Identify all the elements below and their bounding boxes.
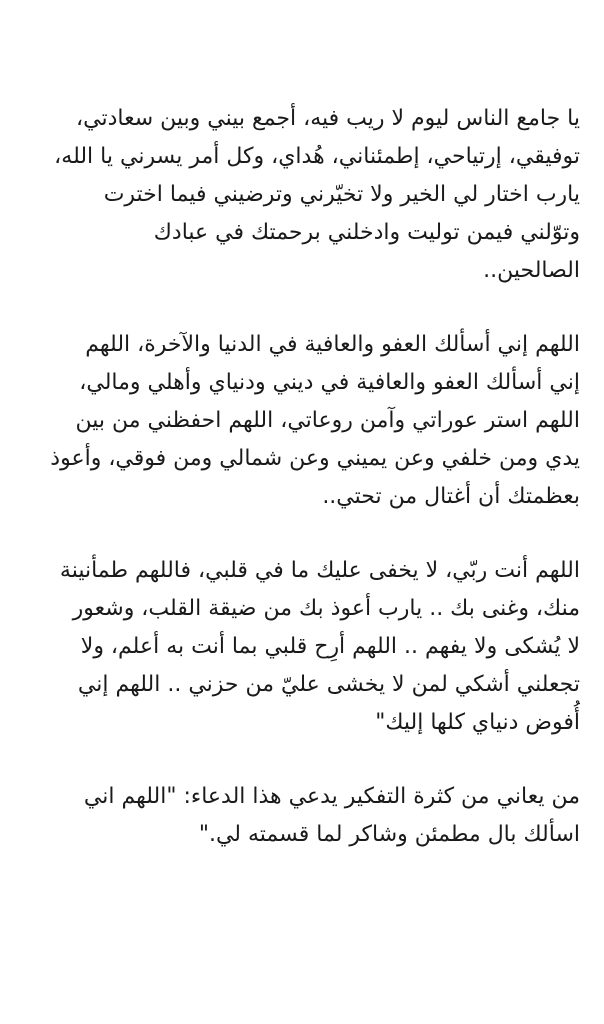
text-line: اللهم استر عوراتي وآمن روعاتي، اللهم احفظني من بين [75, 408, 580, 433]
text-line: لا يُشكى ولا يفهم .. اللهم أرِح قلبي بما أنت به أعلم، ولا [80, 634, 580, 659]
text-line: منك، وغنى بك .. يارب أعوذ بك من ضيقة القلب، وشعور [72, 596, 580, 621]
text-line: يارب اختار لي الخير ولا تخيّرني وترضيني فيما اخترت [103, 182, 580, 207]
text-line: توفيقي، إرتياحي، إطمئناني، هُداي، وكل أمر يسرني يا الله، [54, 144, 580, 169]
text-line: إني أسألك العفو والعافية في ديني ودنياي وأهلي ومالي، [79, 370, 580, 395]
text-line: تجعلني أشكي لمن لا يخشى عليّ من حزني .. اللهم إني [77, 672, 580, 697]
text-line: اللهم إني أسألك العفو والعافية في الدنيا والآخرة، اللهم [85, 332, 580, 357]
text-line: يا جامع الناس ليوم لا ريب فيه، أجمع بيني وبين سعادتي، [76, 106, 580, 131]
text-line: يدي ومن خلفي وعن يميني وعن شمالي ومن فوقي، وأعوذ [50, 446, 580, 471]
prayer-text-body [30, 100, 580, 890]
text-line: اسألك بال مطمئن وشاكر لما قسمته لي." [198, 822, 580, 847]
paragraph-2 [30, 326, 580, 516]
text-line: أُفوض دنياي كلها إليك" [375, 710, 580, 735]
text-line: الصالحين.. [483, 258, 580, 283]
text-line: اللهم أنت ربّي، لا يخفى عليك ما في قلبي، فاللهم طمأنينة [59, 558, 580, 583]
paragraph-4 [30, 778, 580, 854]
paragraph-3 [30, 552, 580, 742]
text-line: بعظمتك أن أغتال من تحتي.. [322, 484, 580, 509]
text-line: وتوّلني فيمن توليت وادخلني برحمتك في عبادك [153, 220, 580, 245]
text-line: من يعاني من كثرة التفكير يدعي هذا الدعاء: "اللهم اني [83, 784, 580, 809]
paragraph-1 [30, 100, 580, 290]
